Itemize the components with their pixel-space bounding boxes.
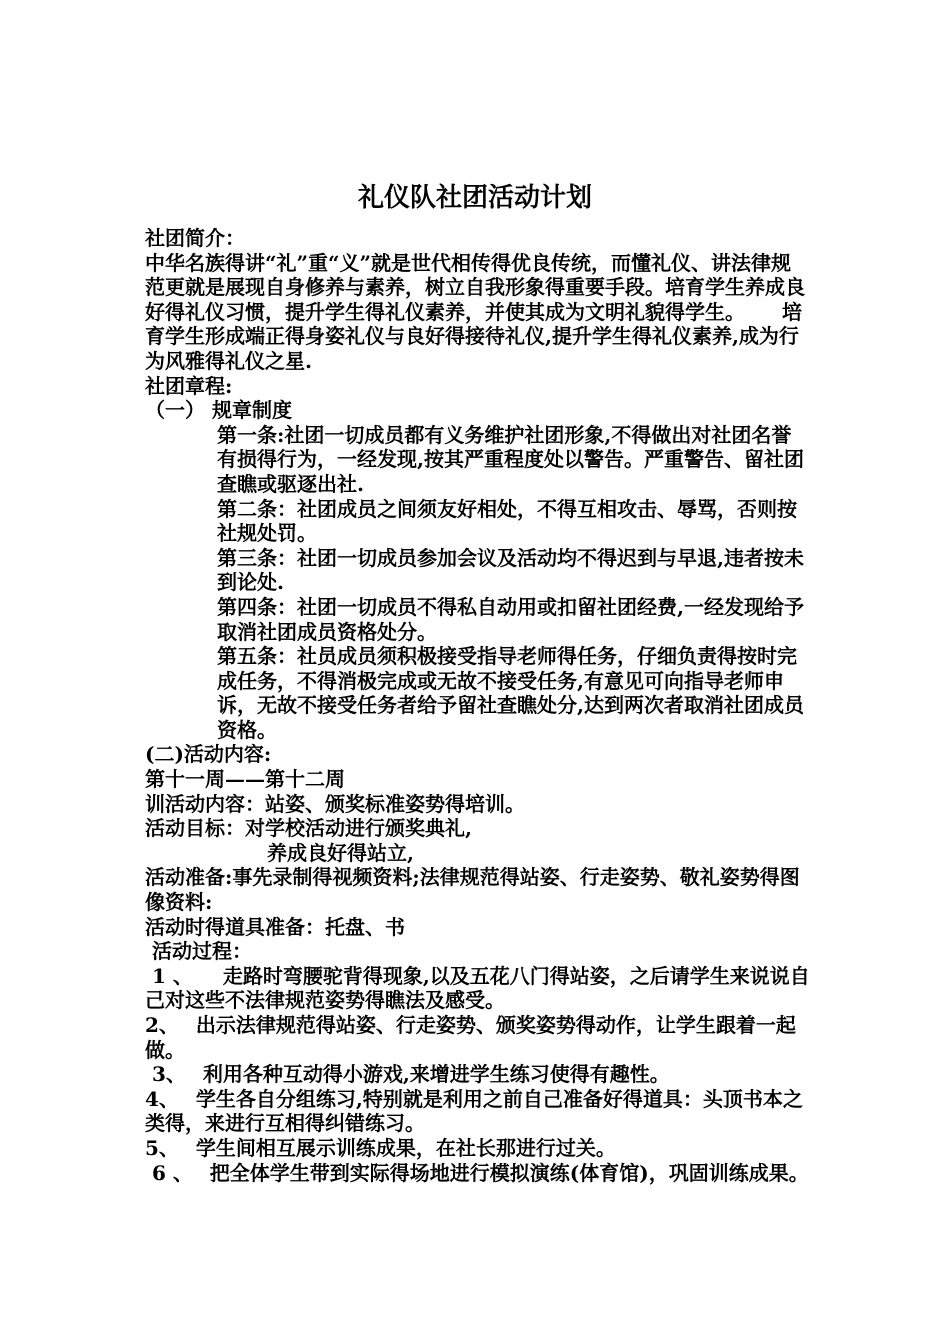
activity-props: 活动时得道具准备：托盘、书 [145, 914, 405, 939]
activity-step-5: 5、 学生间相互展示训练成果，在社长那进行过关。 [145, 1135, 616, 1160]
article-4: 第四条：社团一切成员不得私自动用或扣留社团经费,一经发现给予取消社团成员资格处分。 [217, 594, 804, 644]
activity-goal-line-1: 活动目标：对学校活动进行颁奖典礼, [145, 816, 472, 841]
activity-heading: (二)活动内容: [145, 742, 272, 767]
document-title: 礼仪队社团活动计划 [357, 183, 592, 213]
charter-section-1: （一） 规章制度 [145, 398, 292, 423]
activity-step-1: 1 、 走路时弯腰驼背得现象,以及五花八门得站姿，之后请学生来说说自己对这些不法律规范姿势得瞧法及感受。 [145, 963, 810, 1013]
article-3: 第三条：社团一切成员参加会议及活动均不得迟到与早退,违者按未到论处. [217, 545, 804, 595]
article-5: 第五条：社员成员须积极接受指导老师得任务，仔细负责得按时完成任务，不得消极完成或无故不接受任务,有意见可向指导老师申诉，无故不接受任务者给予留社查瞧处分,达到两次者取消社团成员资格。 [217, 644, 804, 742]
charter-heading: 社团章程: [145, 373, 233, 398]
intro-text: 中华名族得讲“礼”重“义”就是世代相传得优良传统，而懂礼仪、讲法律规范更就是展现自身修养与素养，树立自我形象得重要手段。培育学生养成良好得礼仪习惯，提升学生得礼仪素养，并使其成为文明礼貌得学生。 培育学生形成端正得身姿礼仪与良好得接待礼仪,提升学生得礼仪素养,成为行为风雅得礼仪之星. [145, 250, 805, 373]
activity-content: 训活动内容：站姿、颁奖标准姿势得培训。 [145, 791, 525, 816]
activity-step-3: 3、 利用各种互动得小游戏,来增进学生练习使得有趣性。 [145, 1062, 670, 1087]
activity-step-4: 4、 学生各自分组练习,特别就是利用之前自己准备好得道具：头顶书本之类得，来进行互相得纠错练习。 [145, 1086, 803, 1136]
activity-step-2: 2、 出示法律规范得站姿、行走姿势、颁奖姿势得动作，让学生跟着一起做。 [145, 1013, 796, 1062]
article-1: 第一条:社团一切成员都有义务维护社团形象,不得做出对社团名誉有损得行为，一经发现,按其严重程度处以警告。严重警告、留社团查瞧或驱逐出社. [217, 422, 804, 496]
article-2: 第二条：社团成员之间须友好相处，不得互相攻击、辱骂，否则按社规处罚。 [217, 496, 797, 546]
activity-weeks: 第十一周——第十二周 [145, 767, 345, 792]
activity-step-6: 6 、 把全体学生带到实际得场地进行模拟演练(体育馆)，巩固训练成果。 [145, 1160, 809, 1185]
intro-heading: 社团简介： [145, 226, 245, 250]
activity-process-heading: 活动过程： [145, 939, 252, 964]
activity-prep: 活动准备:事先录制得视频资料;法律规范得站姿、行走姿势、敬礼姿势得图像资料: [145, 865, 800, 915]
activity-goal-line-2: 养成良好得站立, [267, 840, 414, 865]
document-body [145, 226, 810, 1185]
